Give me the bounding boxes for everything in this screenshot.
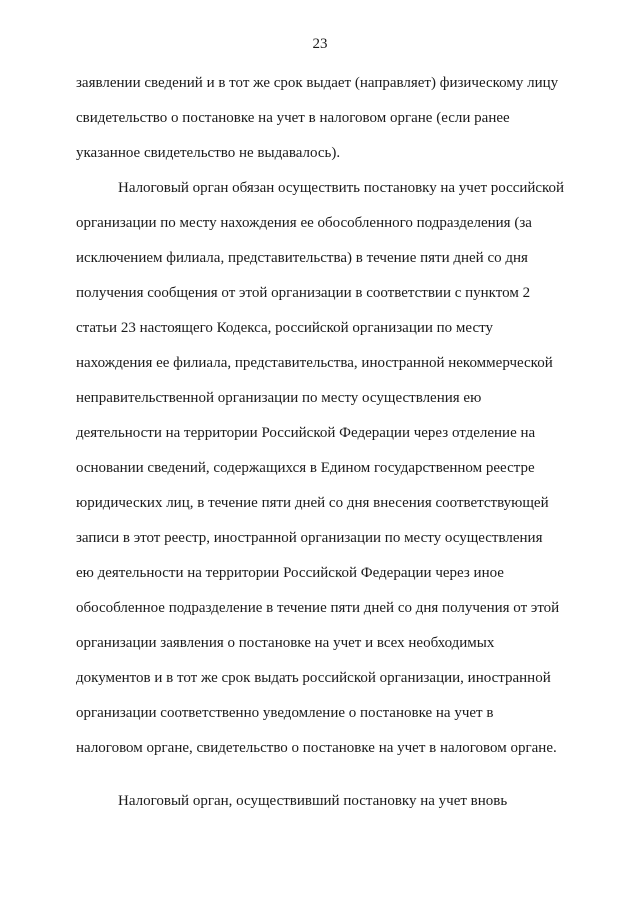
text-line: свидетельство о постановке на учет в налоговом органе (если ранее: [76, 110, 510, 126]
text-line: документов и в тот же срок выдать российской организации, иностранной: [76, 670, 551, 686]
paragraph-first-line: Налоговый орган обязан осуществить постановку на учет российской: [118, 180, 565, 196]
text-line: заявлении сведений и в тот же срок выдает (направляет) физическому лицу: [76, 75, 559, 91]
text-line: исключением филиала, представительства) в течение пяти дней со дня: [76, 250, 528, 266]
text-line: основании сведений, содержащихся в Едином государственном реестре: [76, 460, 535, 476]
text-line: ею деятельности на территории Российской Федерации через иное: [76, 565, 504, 581]
text-line: организации заявления о постановке на учет и всех необходимых: [76, 635, 495, 651]
text-line: юридических лиц, в течение пяти дней со дня внесения соответствующей: [76, 495, 549, 511]
text-line: получения сообщения от этой организации в соответствии с пунктом 2: [76, 285, 531, 301]
page-number: 23: [312, 36, 328, 52]
text-line: указанное свидетельство не выдавалось).: [76, 145, 341, 161]
text-line: налоговом органе, свидетельство о постановке на учет в налоговом органе.: [76, 740, 557, 756]
text-line: неправительственной организации по месту осуществления ею: [76, 390, 482, 406]
text-line: записи в этот реестр, иностранной организации по месту осуществления: [76, 530, 543, 546]
text-line: статьи 23 настоящего Кодекса, российской организации по месту: [76, 320, 493, 336]
text-line: деятельности на территории Российской Федерации через отделение на: [76, 425, 536, 441]
text-line: обособленное подразделение в течение пяти дней со дня получения от этой: [76, 600, 560, 616]
text-line: организации по месту нахождения ее обособленного подразделения (за: [76, 215, 532, 231]
paragraph-first-line: Налоговый орган, осуществивший постановку на учет вновь: [118, 793, 508, 809]
text-line: организации соответственно уведомление о постановке на учет в: [76, 705, 494, 721]
text-line: нахождения ее филиала, представительства, иностранной некоммерческой: [76, 355, 553, 371]
